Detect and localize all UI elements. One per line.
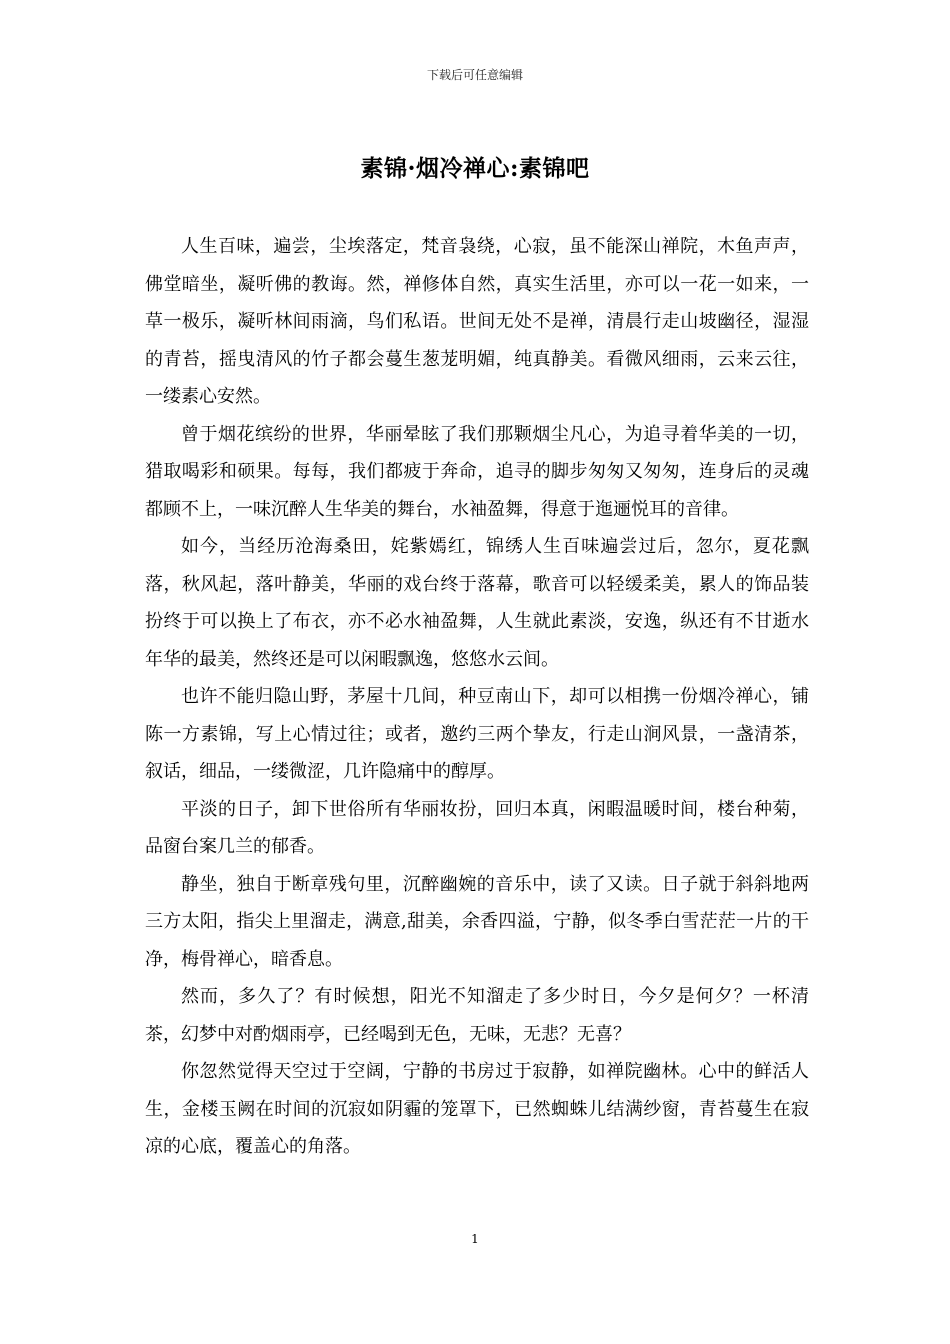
document-title: 素锦·烟冷禅心:素锦吧 <box>360 155 590 182</box>
document-body <box>145 228 809 1166</box>
page-number: 1 <box>471 1232 479 1246</box>
paragraph: 人生百味，遍尝，尘埃落定，梵音袅绕，心寂，虽不能深山禅院，木鱼声声，佛堂暗坐，凝听佛的教诲。然，禅修体自然，真实生活里，亦可以一花一如来，一草一极乐，凝听林间雨滴，鸟们私语。世间无处不是禅，清晨行走山坡幽径，湿湿的青苔，摇曳清风的竹子都会蔓生葱茏明媚，纯真静美。看微风细雨，云来云往，一缕素心安然。 <box>145 236 809 407</box>
paragraph: 也许不能归隐山野，茅屋十几间，种豆南山下，却可以相携一份烟冷禅心，铺陈一方素锦，写上心情过往；或者，邀约三两个挚友，行走山涧风景，一盏清茶，叙话，细品，一缕微涩，几许隐痛中的醇厚。 <box>145 686 809 782</box>
paragraph: 曾于烟花缤纷的世界，华丽晕眩了我们那颗烟尘凡心，为追寻着华美的一切，猎取喝彩和硕果。每每，我们都疲于奔命，追寻的脚步匆匆又匆匆，连身后的灵魂都顾不上，一味沉醉人生华美的舞台，水袖盈舞，得意于迤逦悦耳的音律。 <box>145 423 809 520</box>
paragraph: 你忽然觉得天空过于空阔，宁静的书房过于寂静，如禅院幽林。心中的鲜活人生，金楼玉阙在时间的沉寂如阴霾的笼罩下，已然蜘蛛儿结满纱窗，青苔蔓生在寂凉的心底，覆盖心的角落。 <box>145 1061 809 1157</box>
header-note: 下载后可任意编辑 <box>426 68 523 82</box>
paragraph: 平淡的日子，卸下世俗所有华丽妆扮，回归本真，闲暇温暖时间，楼台种菊，品窗台案几兰的郁香。 <box>145 798 809 857</box>
paragraph: 如今，当经历沧海桑田，姹紫嫣红，锦绣人生百味遍尝过后，忽尔，夏花飘落，秋风起，落叶静美，华丽的戏台终于落幕，歌音可以轻缓柔美，累人的饰品装扮终于可以换上了布衣，亦不必水袖盈舞，人生就此素淡，安逸，纵还有不甘逝水年华的最美，然终还是可以闲暇飘逸，悠悠水云间。 <box>145 536 809 670</box>
paragraph: 然而，多久了？有时候想，阳光不知溜走了多少时日，今夕是何夕？一杯清茶，幻梦中对酌烟雨亭，已经喝到无色，无味，无悲？无喜？ <box>145 986 809 1045</box>
paragraph: 静坐，独自于断章残句里，沉醉幽婉的音乐中，读了又读。日子就于斜斜地两三方太阳，指尖上里溜走，满意,甜美，余香四溢，宁静，似冬季白雪茫茫一片的干净，梅骨禅心，暗香息。 <box>145 873 809 970</box>
